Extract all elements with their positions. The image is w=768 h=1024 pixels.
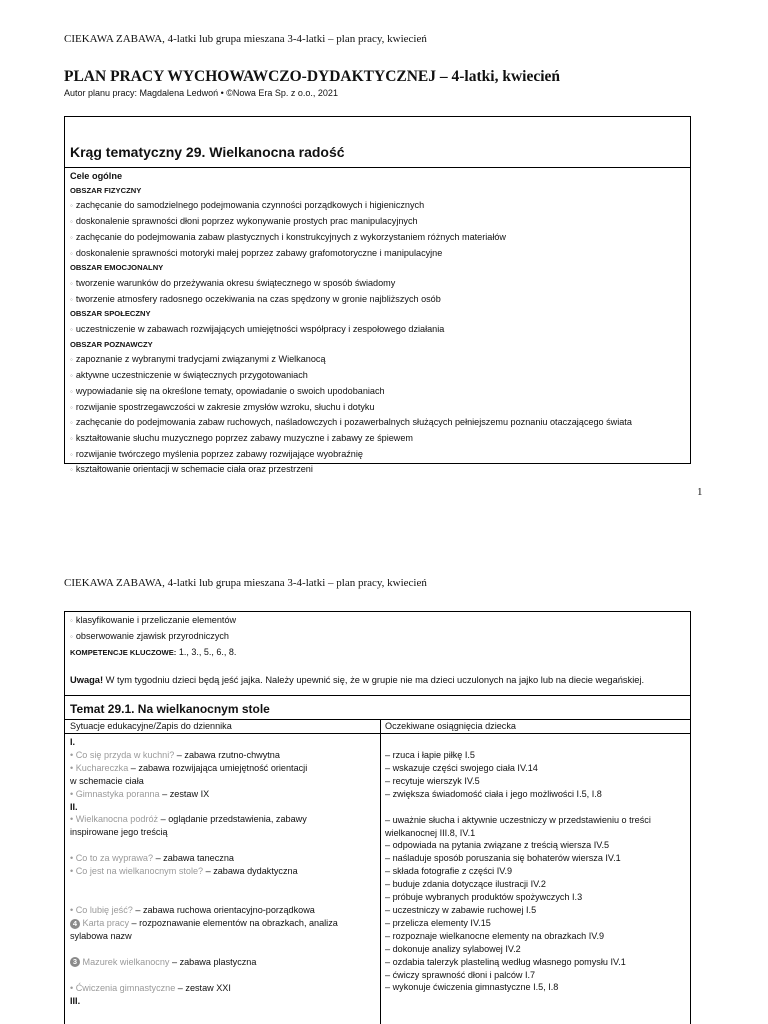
page-number: 1 xyxy=(697,486,703,498)
achievement: – dokonuje analizy sylabowej IV.2 xyxy=(385,943,521,954)
activity-continued: w schemacie ciała xyxy=(70,775,144,786)
divider xyxy=(65,167,690,168)
activity: • Wielkanocna podróż – oglądanie przedstawienia, zabawy xyxy=(70,814,307,825)
activity-continued: sylabowa nazw xyxy=(70,930,132,941)
list-item: ◦ kształtowanie słuchu muzycznego poprzez zabawy muzyczne i zabawy ze śpiewem xyxy=(70,431,686,447)
achievement: – zwiększa świadomość ciała i jego możliwości I.5, I.8 xyxy=(385,788,602,799)
topic-title: Temat 29.1. Na wielkanocnym stole xyxy=(70,702,270,716)
activity: • Co lubię jeść? – zabawa ruchowa orientacyjno-porządkowa xyxy=(70,905,315,916)
section-heading: OBSZAR SPOŁECZNY xyxy=(70,309,151,319)
section-heading: OBSZAR POZNAWCZY xyxy=(70,339,153,349)
activity: 3 Mazurek wielkanocny – zabawa plastyczna xyxy=(70,956,375,969)
list-item: ◦ rozwijanie spostrzegawczości w zakresie zmysłów wzroku, słuchu i dotyku xyxy=(70,400,686,416)
spacer xyxy=(70,878,375,904)
divider xyxy=(65,733,690,734)
note-label: Uwaga! xyxy=(70,675,104,685)
list-item: ◦ klasyfikowanie i przeliczanie elementów xyxy=(70,613,686,629)
activity: • Gimnastyka poranna – zestaw IX xyxy=(70,788,210,799)
achievement: – ozdabia talerzyk plasteliną według własnego pomysłu IV.1 xyxy=(385,956,626,967)
part-label: I. xyxy=(70,737,76,747)
divider xyxy=(65,695,690,696)
achievement: – próbuje wybranych produktów spożywczych I.3 xyxy=(385,892,583,903)
author-line: Autor planu pracy: Magdalena Ledwoń • ©Nowa Era Sp. z o.o., 2021 xyxy=(64,88,338,98)
achievement: wielkanocnej III.8, IV.1 xyxy=(385,827,476,838)
lesson-table xyxy=(64,611,691,1024)
goals-label: Cele ogólne xyxy=(70,171,123,181)
achievement: – buduje zdania dotyczące ilustracji IV.2 xyxy=(385,879,546,890)
column-header-left: Sytuacje edukacyjne/Zapis do dziennika xyxy=(70,721,232,731)
educational-situations xyxy=(70,736,375,1008)
list-item: ◦ doskonalenie sprawności dłoni poprzez wykonywanie prostych prac manipulacyjnych xyxy=(70,214,686,230)
achievement: – rzuca i łapie piłkę I.5 xyxy=(385,750,475,760)
list-item: ◦ wypowiadanie się na określone tematy, opowiadanie o swoich upodobaniach xyxy=(70,384,686,400)
divider xyxy=(65,719,690,720)
page-header: CIEKAWA ZABAWA, 4-latki lub grupa mieszana 3-4-latki – plan pracy, kwiecień xyxy=(64,33,427,45)
spacer xyxy=(385,736,685,749)
part-label: III. xyxy=(70,995,81,1006)
expected-achievements xyxy=(385,736,685,994)
list-item: ◦ zapoznanie z wybranymi tradycjami związanymi z Wielkanocą xyxy=(70,352,686,368)
column-header-right: Oczekiwane osiągnięcia dziecka xyxy=(385,721,516,731)
list-item: ◦ tworzenie warunków do przeżywania okresu świątecznego w sposób świadomy xyxy=(70,276,686,292)
goals-list xyxy=(70,169,686,478)
spacer xyxy=(385,801,685,814)
achievement: – odpowiada na pytania związane z treścią wiersza IV.5 xyxy=(385,840,610,851)
activity-continued: inspirowane jego treścią xyxy=(70,827,168,838)
achievement: – recytuje wierszyk IV.5 xyxy=(385,775,480,786)
section-heading: OBSZAR FIZYCZNY xyxy=(70,185,142,195)
list-item: ◦ tworzenie atmosfery radosnego oczekiwania na czas spędzony w gronie najbliższych osób xyxy=(70,292,686,308)
achievement: – rozpoznaje wielkanocne elementy na obrazkach IV.9 xyxy=(385,930,605,941)
achievement: – uczestniczy w zabawie ruchowej I.5 xyxy=(385,904,537,915)
thematic-circle-title: Krąg tematyczny 29. Wielkanocna radość xyxy=(70,144,345,160)
achievement: – uważnie słucha i aktywnie uczestniczy w przedstawieniu o treści xyxy=(385,814,651,825)
list-item: ◦ zachęcanie do samodzielnego podejmowania czynności porządkowych i higienicznych xyxy=(70,198,686,214)
achievement: – przelicza elementy IV.15 xyxy=(385,917,491,928)
activity: • Co to za wyprawa? – zabawa taneczna xyxy=(70,853,234,864)
list-item: ◦ aktywne uczestniczenie w świątecznych przygotowaniach xyxy=(70,368,686,384)
list-item: ◦ uczestniczenie w zabawach rozwijających umiejętności współpracy i zespołowego działania xyxy=(70,322,686,338)
page-title: PLAN PRACY WYCHOWAWCZO-DYDAKTYCZNEJ – 4-latki, kwiecień xyxy=(64,68,561,85)
spacer xyxy=(70,839,375,852)
note-text: W tym tygodniu dzieci będą jeść jajka. Należy upewnić się, że w grupie nie ma dzieci uczulonych na jajko lub na diecie wegańskiej. xyxy=(105,675,645,685)
section-heading: OBSZAR EMOCJONALNY xyxy=(70,263,164,273)
column-divider xyxy=(380,719,381,1024)
list-item: ◦ obserwowanie zjawisk przyrodniczych xyxy=(70,629,686,645)
list-item: ◦ zachęcanie do podejmowania zabaw plastycznych i konstrukcyjnych z wykorzystaniem różnych materiałów xyxy=(70,230,686,246)
goals-box xyxy=(64,116,691,475)
list-item: ◦ doskonalenie sprawności motoryki małej poprzez zabawy grafomotoryczne i manipulacyjne xyxy=(70,246,686,262)
key-competences xyxy=(70,645,686,661)
note xyxy=(70,675,644,685)
achievement: – wykonuje ćwiczenia gimnastyczne I.5, I.8 xyxy=(385,982,559,993)
activity: • Ćwiczenia gimnastyczne – zestaw XXI xyxy=(70,982,231,993)
worksheet-number-icon: 3 xyxy=(70,957,80,967)
key-competences-label: KOMPETENCJE KLUCZOWE: xyxy=(70,647,177,657)
achievement: – składa fotografie z części IV.9 xyxy=(385,866,513,877)
continued-goals xyxy=(70,613,686,660)
list-item: ◦ zachęcanie do podejmowania zabaw ruchowych, naśladowczych i pozawerbalnych służących pełniejszemu poznaniu otaczającego świata xyxy=(70,415,686,431)
activity: • Kuchareczka – zabawa rozwijająca umiejętność orientacji xyxy=(70,762,308,773)
key-competences-value: 1., 3., 5., 6., 8. xyxy=(178,646,237,657)
achievement: – naśladuje sposób poruszania się bohaterów wiersza IV.1 xyxy=(385,853,621,864)
worksheet-number-icon: 4 xyxy=(70,919,80,929)
spacer xyxy=(70,943,375,956)
activity: 4 Karta pracy – rozpoznawanie elementów na obrazkach, analiza xyxy=(70,917,375,930)
list-item: ◦ rozwijanie twórczego myślenia poprzez zabawy rozwijające wyobraźnię xyxy=(70,447,686,463)
achievement: – ćwiczy sprawność dłoni i palców I.7 xyxy=(385,969,536,980)
achievement: – wskazuje części swojego ciała IV.14 xyxy=(385,762,538,773)
list-item: ◦ kształtowanie orientacji w schemacie ciała oraz przestrzeni xyxy=(70,462,686,478)
page-header: CIEKAWA ZABAWA, 4-latki lub grupa mieszana 3-4-latki – plan pracy, kwiecień xyxy=(64,577,427,589)
spacer xyxy=(70,969,375,982)
part-label: II. xyxy=(70,801,78,812)
activity: • Co się przyda w kuchni? – zabawa rzutno-chwytna xyxy=(70,749,280,760)
activity: • Co jest na wielkanocnym stole? – zabawa dydaktyczna xyxy=(70,866,298,877)
